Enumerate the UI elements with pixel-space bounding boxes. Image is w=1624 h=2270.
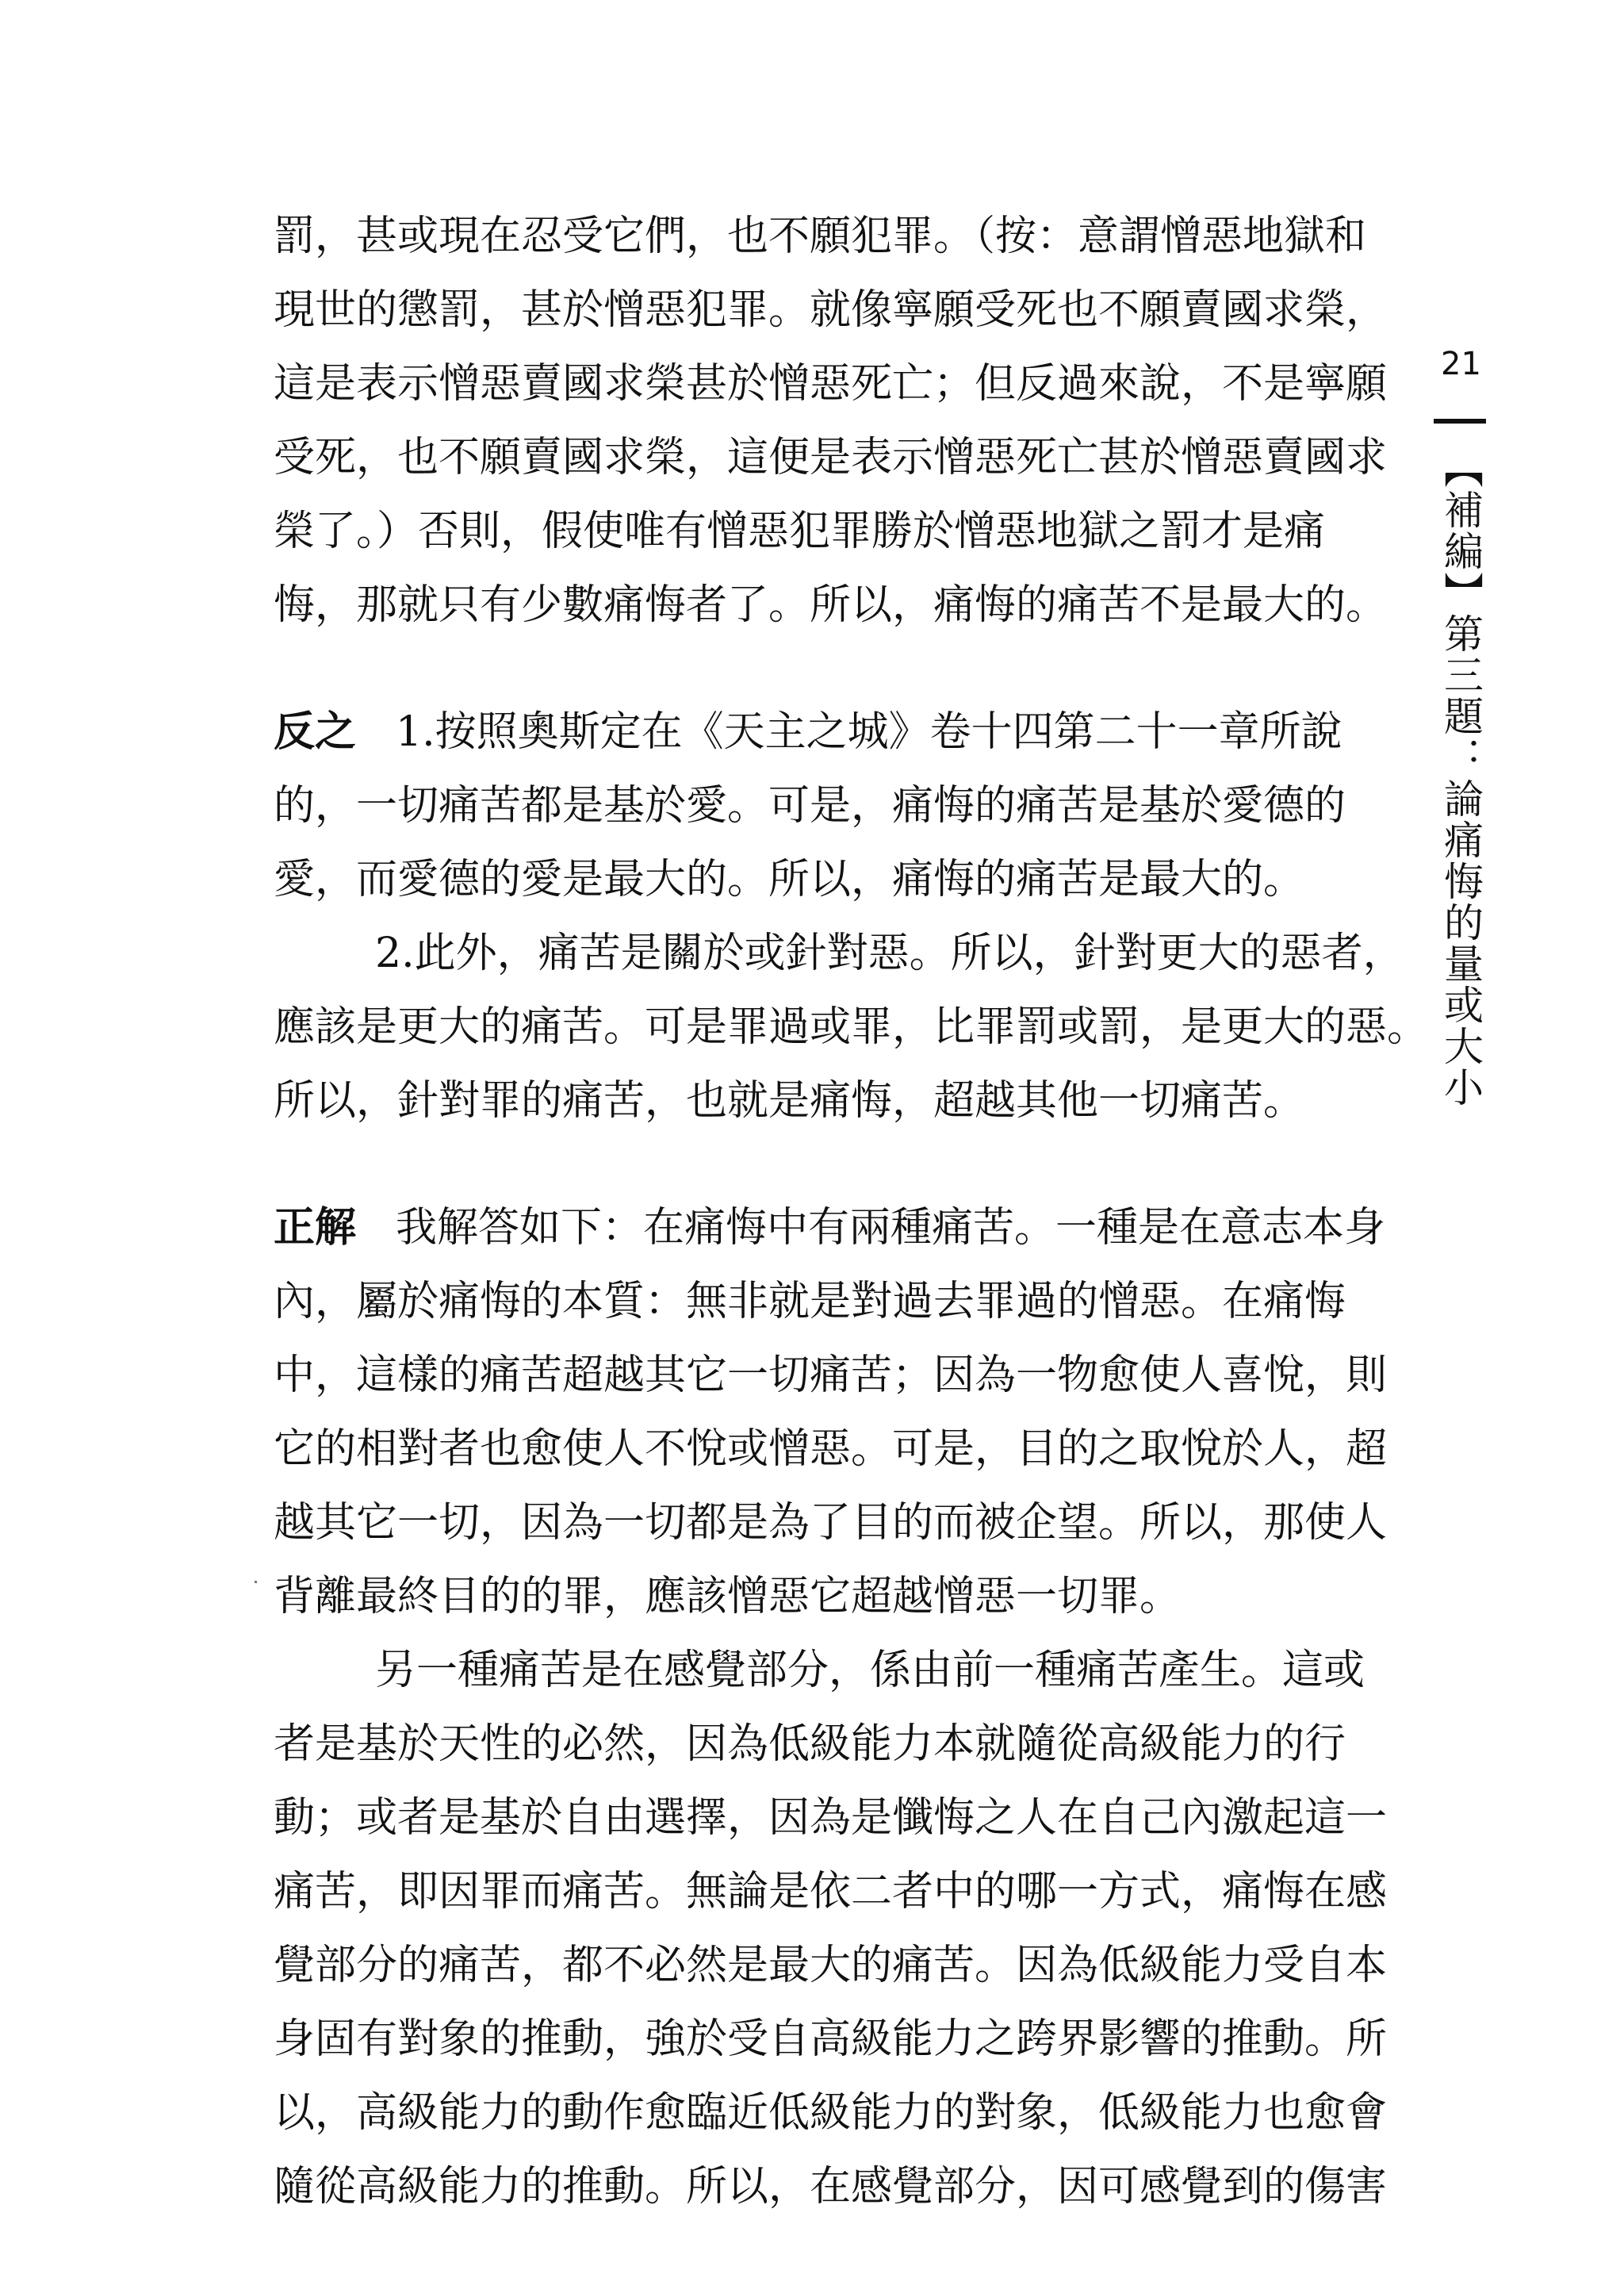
text-line: 隨從高級能力的推動。所以，在感覺部分，因可感覺到的傷害 <box>274 2163 1388 2211</box>
text-line: 痛苦，即因罪而痛苦。無論是依二者中的哪一方式，痛悔在感 <box>274 1868 1388 1915</box>
text-line: 榮了。）否則，假使唯有憎惡犯罪勝於憎惡地獄之罰才是痛 <box>274 508 1326 555</box>
text-line: 受死，也不願賣國求榮，這便是表示憎惡死亡甚於憎惡賣國求 <box>274 434 1388 481</box>
header-rule <box>1434 419 1486 424</box>
body-text <box>274 200 1429 2224</box>
text-line: 中，這樣的痛苦超越其它一切痛苦；因為一物愈使人喜悅，則 <box>274 1352 1388 1399</box>
text-line: 者是基於天性的必然，因為低級能力本就隨從高級能力的行 <box>274 1720 1346 1768</box>
running-head: 【補編】第三題：論痛悔的量或大小 <box>1438 448 1484 1108</box>
text-line: 現世的懲罰，甚於憎惡犯罪。就像寧願受死也不願賣國求榮， <box>274 286 1388 334</box>
text-line: 它的相對者也愈使人不悅或憎惡。可是，目的之取悅於人，超 <box>274 1425 1388 1473</box>
paragraph-gap <box>274 1138 1392 1191</box>
text-line: 我解答如下：在痛悔中有兩種痛苦。一種是在意志本身 <box>396 1204 1386 1252</box>
text-line: 所以，針對罪的痛苦，也就是痛悔，超越其他一切痛苦。 <box>274 1077 1305 1125</box>
text-line: 2.此外，痛苦是關於或針對惡。所以，針對更大的惡者， <box>375 930 1404 977</box>
answer-first-line <box>274 1191 1392 1265</box>
text-line: 越其它一切，因為一切都是為了目的而被企望。所以，那使人 <box>274 1499 1388 1547</box>
text-line: 覺部分的痛苦，都不必然是最大的痛苦。因為低級能力受自本 <box>274 1942 1388 1989</box>
text-line: 背離最終目的的罪，應該憎惡它超越憎惡一切罪。 <box>274 1573 1182 1620</box>
text-line: 以，高級能力的動作愈臨近低級能力的對象，低級能力也愈會 <box>274 2089 1388 2137</box>
sed-contra-first-line <box>274 696 1392 769</box>
text-line: 應該是更大的痛苦。可是罪過或罪，比罪罰或罰，是更大的惡。 <box>274 1003 1429 1051</box>
text-line: 1.按照奧斯定在《天主之城》卷十四第二十一章所說 <box>396 708 1342 756</box>
text-line: 悔，那就只有少數痛悔者了。所以，痛悔的痛苦不是最大的。 <box>274 581 1388 629</box>
sed-contra-label: 反之 <box>274 708 357 756</box>
scan-speck <box>255 1581 257 1583</box>
text-line: 罰，甚或現在忍受它們，也不願犯罪。（按：意謂憎惡地獄和 <box>274 213 1367 260</box>
text-line: 身固有對象的推動，強於受自高級能力之跨界影響的推動。所 <box>274 2015 1388 2063</box>
answer-label: 正解 <box>274 1204 357 1252</box>
text-line: 內，屬於痛悔的本質：無非就是對過去罪過的憎惡。在痛悔 <box>274 1278 1346 1325</box>
text-line: 另一種痛苦是在感覺部分，係由前一種痛苦產生。這或 <box>375 1647 1365 1694</box>
text-line: 動；或者是基於自由選擇，因為是懺悔之人在自己內激起這一 <box>274 1794 1388 1842</box>
text-line: 的，一切痛苦都是基於愛。可是，痛悔的痛苦是基於愛德的 <box>274 782 1346 830</box>
page-number: 21 <box>1441 346 1481 382</box>
text-line: 這是表示憎惡賣國求榮甚於憎惡死亡；但反過來說，不是寧願 <box>274 360 1388 408</box>
text-line: 愛，而愛德的愛是最大的。所以，痛悔的痛苦是最大的。 <box>274 856 1305 903</box>
paragraph-gap <box>274 642 1392 696</box>
